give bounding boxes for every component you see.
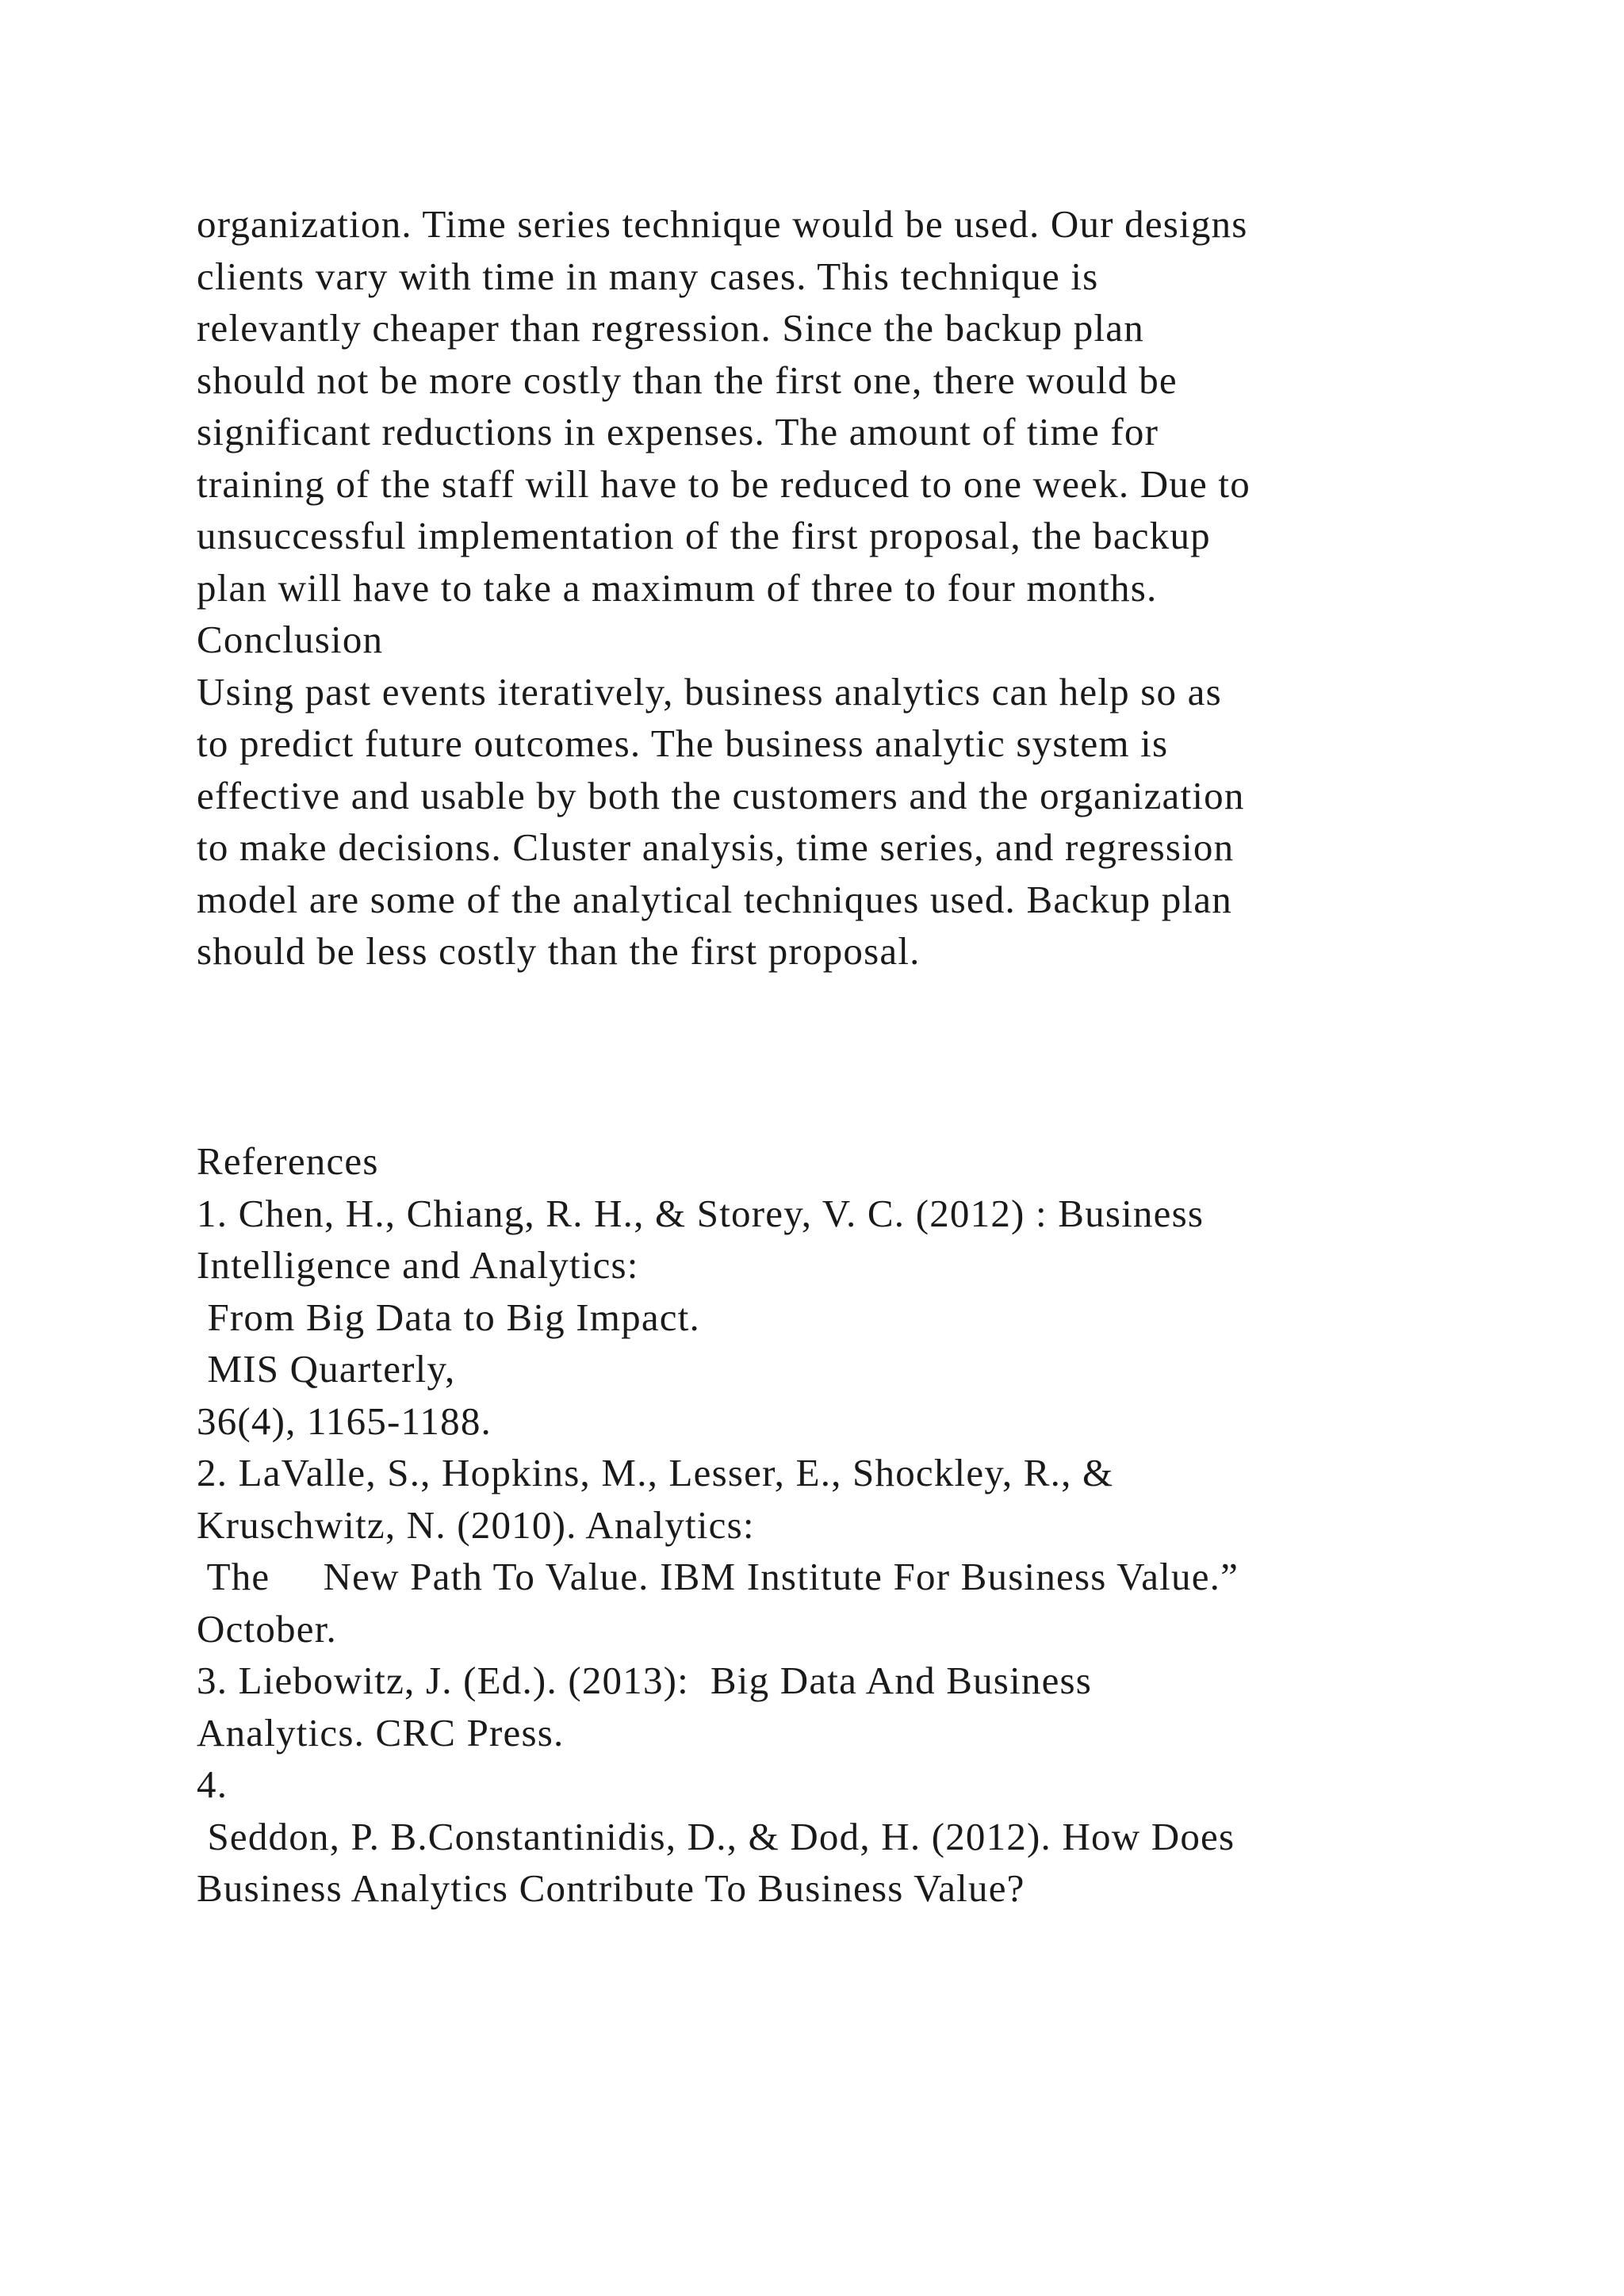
body-line: organization. Time series technique would be used. Our designs [197,202,1248,246]
body-line: relevantly cheaper than regression. Since the backup plan [197,306,1144,350]
reference-line: Intelligence and Analytics: [197,1243,639,1287]
references-section [197,1135,1561,1915]
body-line: significant reductions in expenses. The amount of time for [197,410,1159,453]
reference-line: 36(4), 1165-1188. [197,1399,492,1443]
reference-line: 3. Liebowitz, J. (Ed.). (2013): Big Data And Business [197,1659,1093,1702]
body-line: to make decisions. Cluster analysis, time series, and regression [197,825,1235,869]
body-line: plan will have to take a maximum of three to four months. [197,565,1158,610]
body-line: to predict future outcomes. The business analytic system is [197,721,1169,765]
reference-line: From Big Data to Big Impact. [197,1295,700,1339]
reference-line: 4. [197,1762,228,1806]
body-line: training of the staff will have to be reduced to one week. Due to [197,461,1251,506]
body-line: unsuccessful implementation of the first proposal, the backup [197,514,1211,557]
reference-line: October. [197,1606,337,1651]
body-line: should be less costly than the first proposal. [197,929,921,973]
reference-line: Seddon, P. B.Constantinidis, D., & Dod, H. (2012). How Does [197,1814,1235,1858]
reference-line: Analytics. CRC Press. [197,1710,565,1755]
body-line: model are some of the analytical techniques used. Backup plan [197,877,1232,921]
reference-line: 2. LaValle, S., Hopkins, M., Lesser, E., Shockley, R., & [197,1451,1114,1494]
reference-line: The New Path To Value. IBM Institute For Business Value.” [197,1555,1239,1598]
body-line: clients vary with time in many cases. This technique is [197,254,1099,298]
reference-line: Business Analytics Contribute To Business Value? [197,1866,1025,1910]
body-line: Using past events iteratively, business analytics can help so as [197,669,1222,714]
conclusion-heading: Conclusion [197,618,384,661]
reference-line: 1. Chen, H., Chiang, R. H., & Storey, V. C. (2012) : Business [197,1191,1205,1235]
body-text [197,198,1561,978]
reference-line: Kruschwitz, N. (2010). Analytics: [197,1502,755,1547]
references-heading: References [197,1139,379,1183]
body-line: should not be more costly than the first one, there would be [197,358,1178,402]
reference-line: MIS Quarterly, [197,1347,456,1391]
body-line: effective and usable by both the customers and the organization [197,773,1245,817]
